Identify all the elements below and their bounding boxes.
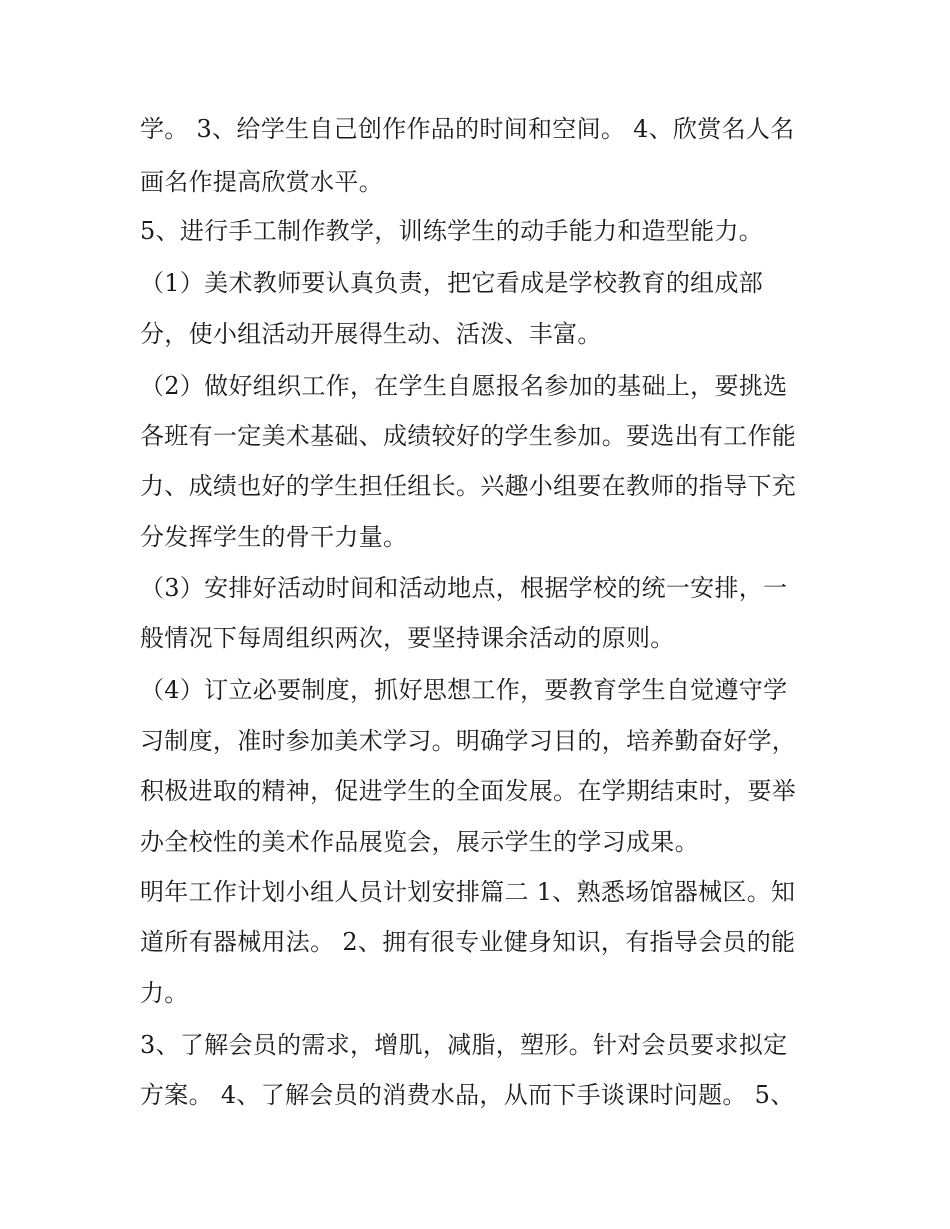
text-line: 办全校性的美术作品展览会，展示学生的学习成果。 [140,828,699,856]
text-line: 3、了解会员的需求，增肌，减脂，塑形。针对会员要求拟定 [140,1031,788,1059]
text-line: 5、进行手工制作教学，训练学生的动手能力和造型能力。 [140,217,764,245]
text-line: （2）做好组织工作，在学生自愿报名参加的基础上，要挑选 [140,372,788,400]
text-line: 方案。 4、了解会员的消费水品，从而下手谈课时问题。 5、 [140,1081,795,1109]
text-line: （4）订立必要制度，抓好思想工作，要教育学生自觉遵守学 [140,676,788,704]
text-line: （1）美术教师要认真负责，把它看成是学校教育的组成部 [140,269,764,297]
text-line: 学。 3、给学生自己创作作品的时间和空间。 4、欣赏名人名 [140,115,795,143]
text-line: 力、成绩也好的学生担任组长。兴趣小组要在教师的指导下充 [140,472,797,500]
text-line: 分，使小组活动开展得生动、活泼、丰富。 [140,320,602,348]
text-line: 积极进取的精神，促进学生的全面发展。在学期结束时，要举 [140,777,797,805]
text-line: 各班有一定美术基础、成绩较好的学生参加。要选出有工作能 [140,422,797,450]
text-line: 习制度，准时参加美术学习。明确学习目的，培养勤奋好学， [140,727,797,755]
text-line: （3）安排好活动时间和活动地点，根据学校的统一安排，一 [140,574,788,602]
text-line: 道所有器械用法。 2、拥有很专业健身知识，有指导会员的能 [140,928,796,956]
text-line: 画名作提高欣赏水平。 [140,168,383,196]
text-line: 分发挥学生的骨干力量。 [140,523,408,551]
text-line: 力。 [140,979,189,1007]
text-line: 明年工作计划小组人员计划安排篇二 1、熟悉场馆器械区。知 [140,878,796,906]
text-line: 般情况下每周组织两次，要坚持课余活动的原则。 [140,624,675,652]
